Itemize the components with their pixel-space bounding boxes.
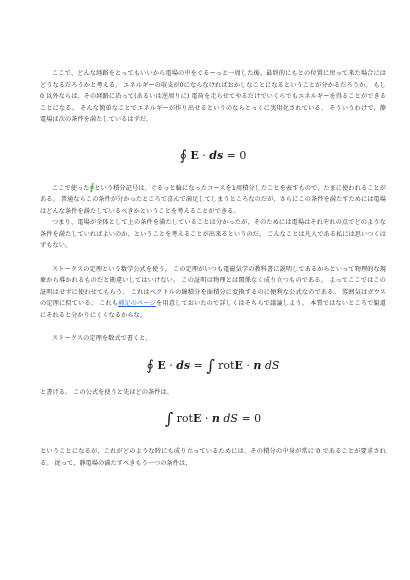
eq3-vector-E: E [192,412,202,425]
eq2-rot: rot [218,358,235,372]
supplement-page-link[interactable]: 補足のページ [118,300,157,307]
equation-rot-integral-zero: ∫ rotE · n dS = 0 [164,409,262,428]
eq2-dS: dS [264,358,280,372]
eq1-ds: ds [209,148,224,162]
contour-integral-symbol: ∮ [179,147,187,164]
paragraph-apply-stokes: と書ける。 この公式を使うと先ほどの条件は、 [40,388,174,396]
paragraph-stokes-formula-intro: ストークスの定理を数式で書くと、 [52,335,152,342]
paragraph-local-condition: つまり、電場が全体として上の条件を満たしていることは分かったが、そのためには電場はそれぞれの点でどのような条件を満たしていればよいのか、ということを考えることが出来るというのだ。 こんなことは凡人である私には思いつくはずもない。 [40,219,386,249]
eq3-rhs: = 0 [237,412,262,425]
eq3-normal-n: n [211,412,220,425]
equation-line-integral-zero [40,148,386,163]
eq3-dS: dS [223,412,238,425]
document-body [40,68,386,469]
paragraph-closed-loop-energy: ここで、どんな経路をとってもいいから電場の中をぐるーっと一周した後、最終的にもとの位置に戻って来た場合にはどうなるだろうかと考える。 エネルギーの収支が0にならなければおかしなことになるということが分かるだろうか。 もし 0 以外ならば、その経路に沿って(あるいは逆周りに) 電荷を走らせてやるだけでいくらでもエネルギーを得ることができることになる。 そんな簡単なことでエネルギーが作り出せるというのならとっくに実用化されている。 そういうわけで、静電場は次の条件を満たしているはずだ。 [40,70,386,123]
paragraph-stokes-theorem [40,264,386,322]
eq2-vector-E: E [157,358,166,372]
equation-stokes-theorem: ∮ E · ds = ∫ rotE · n dS [146,355,280,375]
eq2-equals: = [190,358,207,372]
paragraph-second-condition: ということになるが、これがどのような時にも成り立っているためには、その積分の中身が常に 0 であることが要求される。 従って、静電場の満たすべきもう一つの条件は、 [40,448,386,467]
paragraph-contour-integral-note [40,183,386,218]
eq3-rot: rot [176,412,193,425]
surface-integral-symbol: ∫ [206,355,215,375]
contour-integral-inline-icon: ∮ [89,182,95,193]
contour-integral-symbol: ∮ [146,357,154,374]
eq2-ds: ds [176,358,191,372]
eq1-vector-E: E [190,148,199,162]
eq2-dot: · [165,358,177,372]
eq2-vector-E2: E [234,358,243,372]
para2-pre: ここで使った [52,184,90,192]
eq1-dot: · [198,148,210,162]
para3-pre: ストークスの定理という数学公式を使う。 この定理がいつも電磁気学の教科書に説明してあるからといって物理的な現象から導かれるものだと勘違いしてはいけない。 この証明は物理とは関係なく成り立つものである。 よってここではこの証明はせずに使わせてもらう。 これはベクトルの線積分を面積分に変換するのに便利な公式なのである。 雰囲気はガウスの定理に似ている。 これも [40,265,386,307]
eq1-rhs: = 0 [223,148,247,162]
para2-post: という積分記号は、ぐるっと輪になったコースを1周積分したことを表すもので、たまに使われることがある。 普通ならこの条件が分かったところで喜んで満足してしまうところなのだが、さらにこの条件を満たすためには電場はどんな条件を満たしているべきかということを考えることができる。 [40,184,386,215]
surface-integral-symbol: ∫ [164,409,174,428]
eq2-normal-n: n [253,358,262,372]
para3-post: を用意しておいたので詳しくはそちらで議論しよう。 本質ではないところで脇道にそれると分かりにくくなるからな。 [40,300,386,319]
